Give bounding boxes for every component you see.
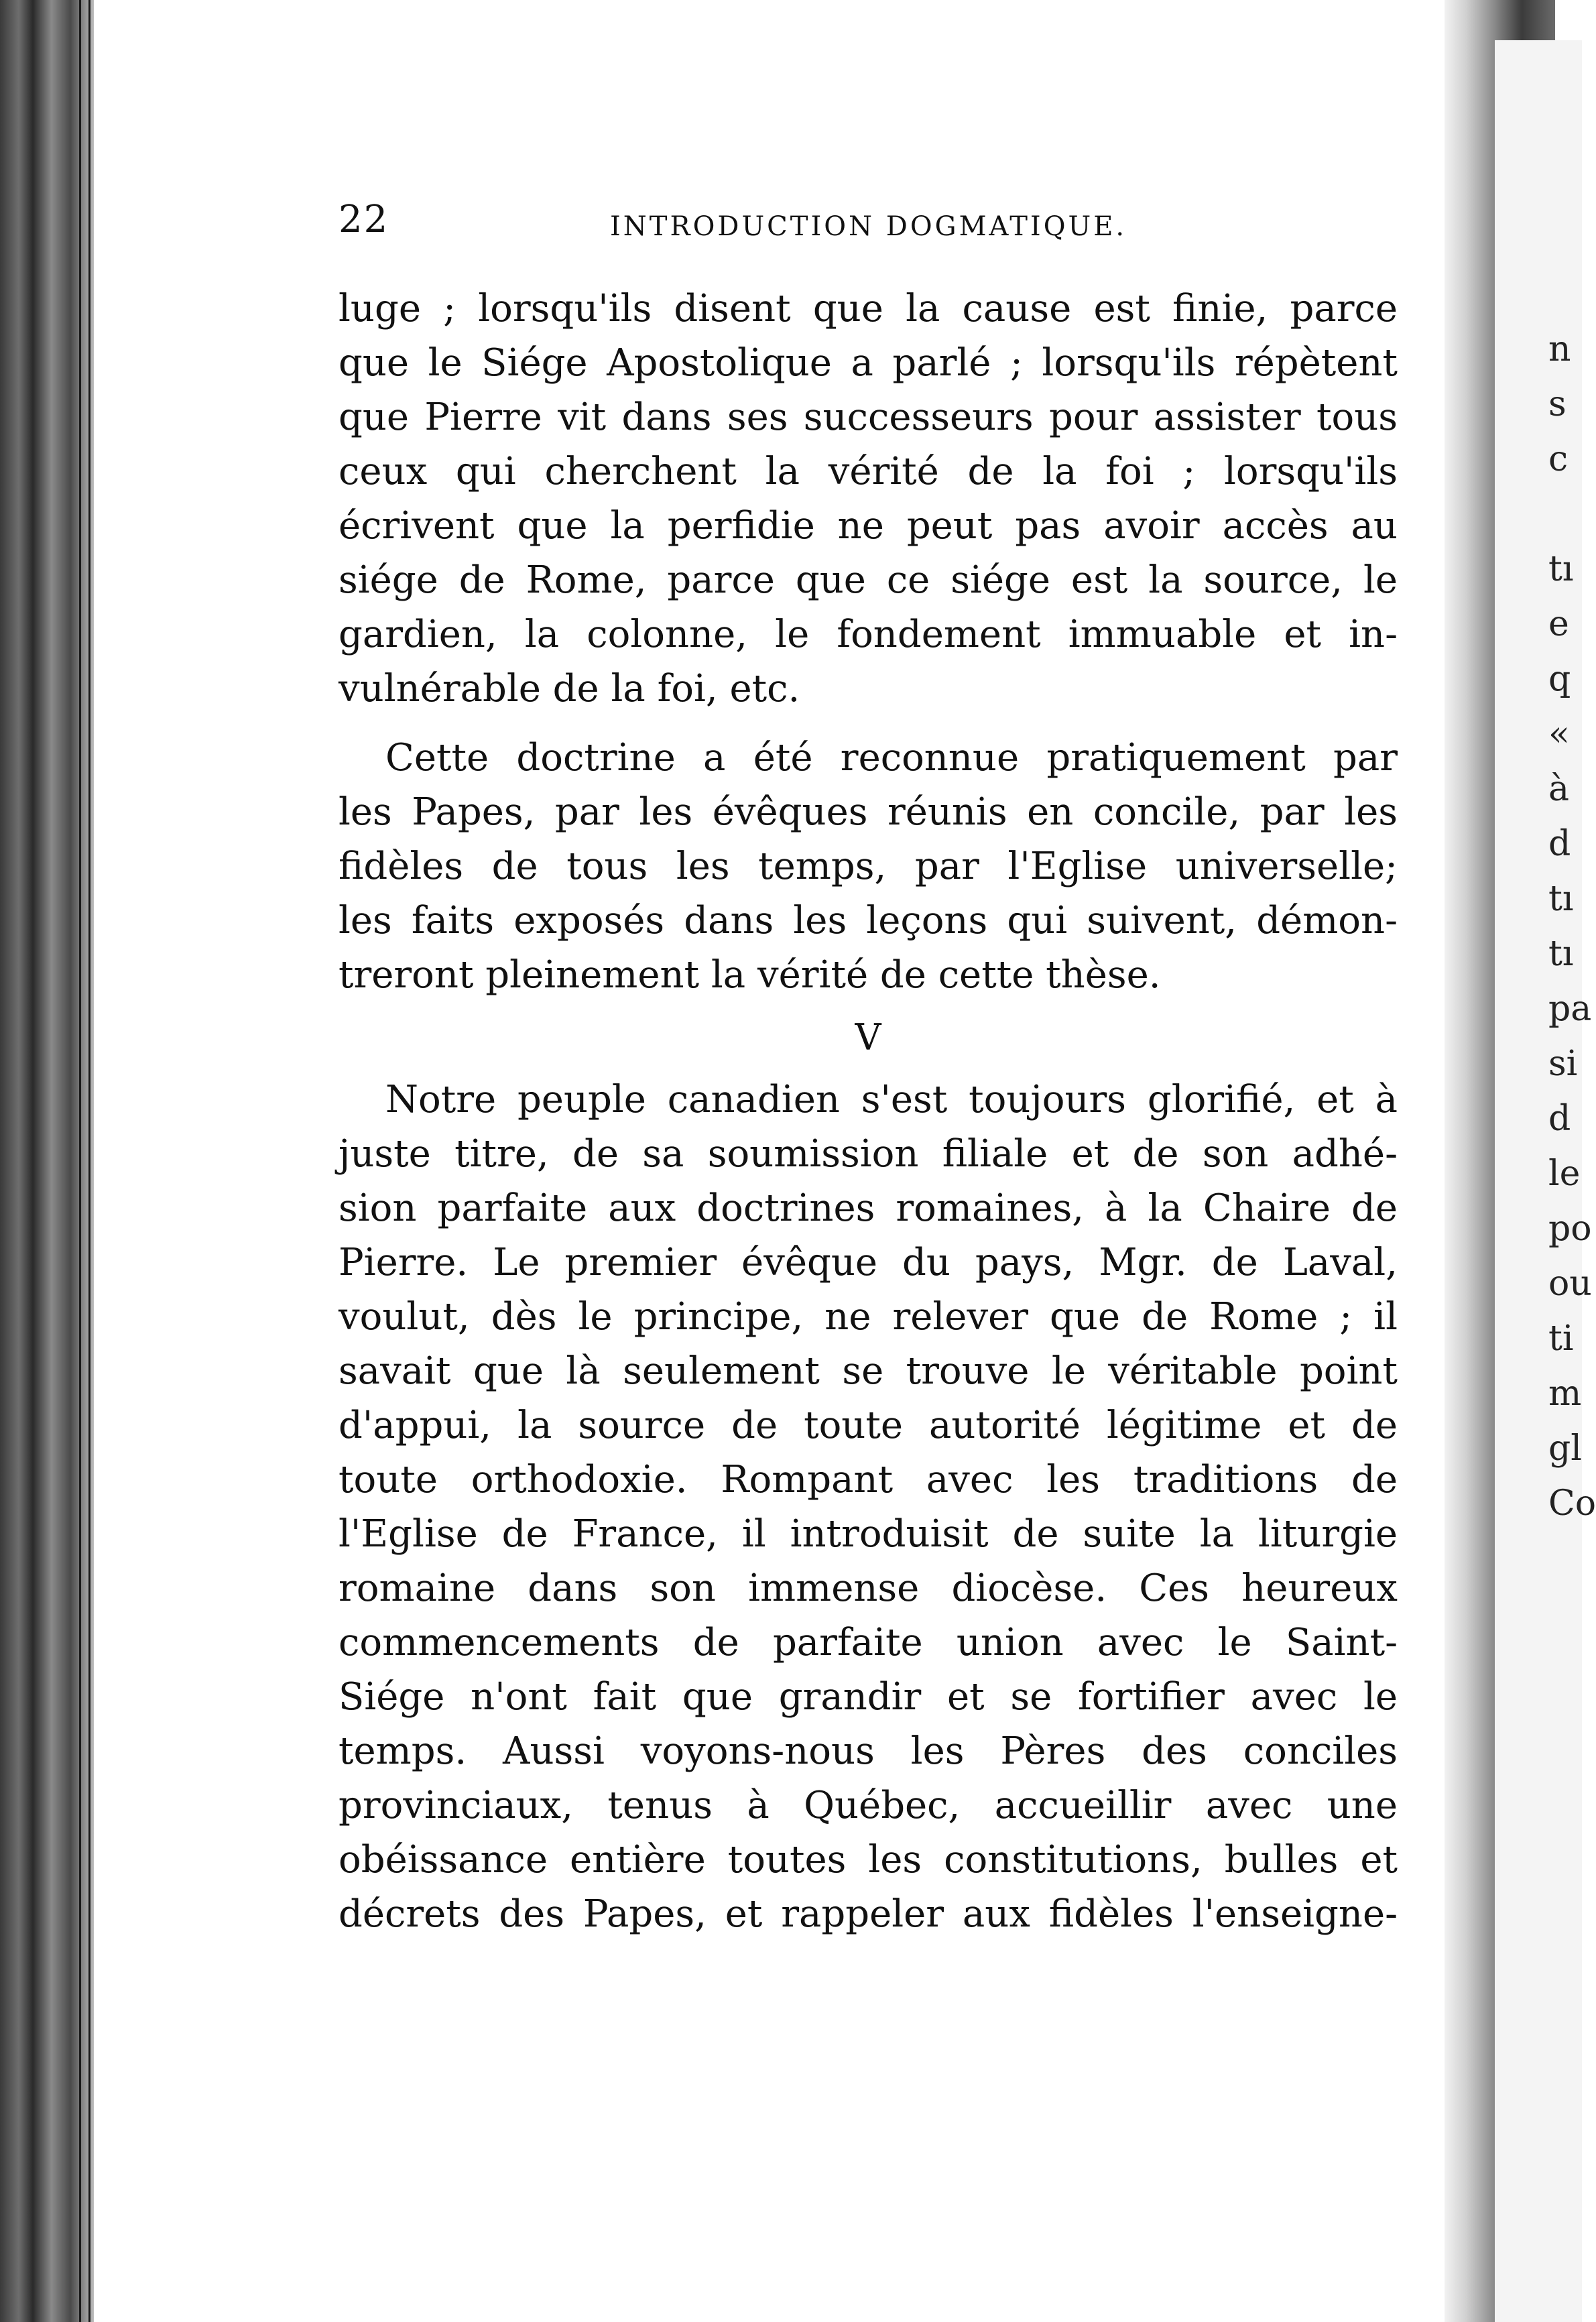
text-line: que Pierre vit dans ses successeurs pour assister tous [339, 395, 1398, 439]
text-line: temps. Aussi voyons-nous les Pères des conciles [339, 1729, 1398, 1773]
text-line: d'appui, la source de toute autorité légitime et de [339, 1404, 1398, 1447]
text-line: Siége n'ont fait que grandir et se fortifier avec le [339, 1675, 1398, 1719]
text-line: juste titre, de sa soumission filiale et de son adhé- [339, 1132, 1398, 1176]
text-line: voulut, dès le principe, ne relever que de Rome ; il [339, 1295, 1398, 1339]
text-line: commencements de parfaite union avec le Saint- [339, 1621, 1398, 1664]
text-line: les Papes, par les évêques réunis en concile, par les [339, 790, 1398, 834]
text-line: obéissance entière toutes les constitutions, bulles et [339, 1838, 1398, 1882]
text-line: vulnérable de la foi, etc. [339, 667, 800, 711]
text-line: les faits exposés dans les leçons qui suivent, démon- [339, 899, 1398, 942]
text-line: sion parfaite aux doctrines romaines, à la Chaire de [339, 1186, 1398, 1230]
gutter-line [88, 0, 90, 2322]
text-line: ceux qui cherchent la vérité de la foi ; lorsqu'ils [339, 450, 1398, 493]
page-number: 22 [339, 198, 389, 241]
section-number: V [855, 1016, 881, 1058]
text-line: Cette doctrine a été reconnue pratiquement par [385, 736, 1398, 780]
page-body [339, 282, 1398, 1941]
text-line: l'Eglise de France, il introduisit de suite la liturgie [339, 1512, 1398, 1556]
text-line: romaine dans son immense diocèse. Ces heureux [339, 1567, 1398, 1610]
gutter-line [79, 0, 81, 2322]
text-line: Notre peuple canadien s'est toujours glorifié, et à [385, 1078, 1398, 1121]
text-line: savait que là seulement se trouve le véritable point [339, 1349, 1398, 1393]
page-header [339, 198, 1404, 251]
text-line: gardien, la colonne, le fondement immuable et in- [339, 613, 1398, 656]
next-page-fragment-text: n s c tı e q « à d tı tı pa si d le po ou ti m gl Co [1548, 329, 1596, 1524]
text-line: toute orthodoxie. Rompant avec les traditions de [339, 1458, 1398, 1502]
running-head: INTRODUCTION DOGMATIQUE. [610, 211, 1127, 242]
text-line: que le Siége Apostolique a parlé ; lorsqu'ils répètent [339, 341, 1398, 385]
text-line: treront pleinement la vérité de cette thèse. [339, 953, 1161, 997]
text-line: provinciaux, tenus à Québec, accueillir avec une [339, 1784, 1398, 1827]
text-line: écrivent que la perfidie ne peut pas avoir accès au [339, 504, 1398, 548]
text-line: siége de Rome, parce que ce siége est la source, le [339, 558, 1398, 602]
paragraph-1 [339, 282, 1398, 716]
paragraph-gap [339, 716, 1398, 731]
paragraph-3 [339, 1073, 1398, 1941]
text-line: Pierre. Le premier évêque du pays, Mgr. de Laval, [339, 1241, 1398, 1284]
text-line: luge ; lorsqu'ils disent que la cause est finie, parce [339, 287, 1398, 330]
text-line: fidèles de tous les temps, par l'Eglise universelle; [339, 845, 1398, 888]
paragraph-2 [339, 731, 1398, 1002]
text-line: décrets des Papes, et rappeler aux fidèles l'enseigne- [339, 1892, 1398, 1936]
